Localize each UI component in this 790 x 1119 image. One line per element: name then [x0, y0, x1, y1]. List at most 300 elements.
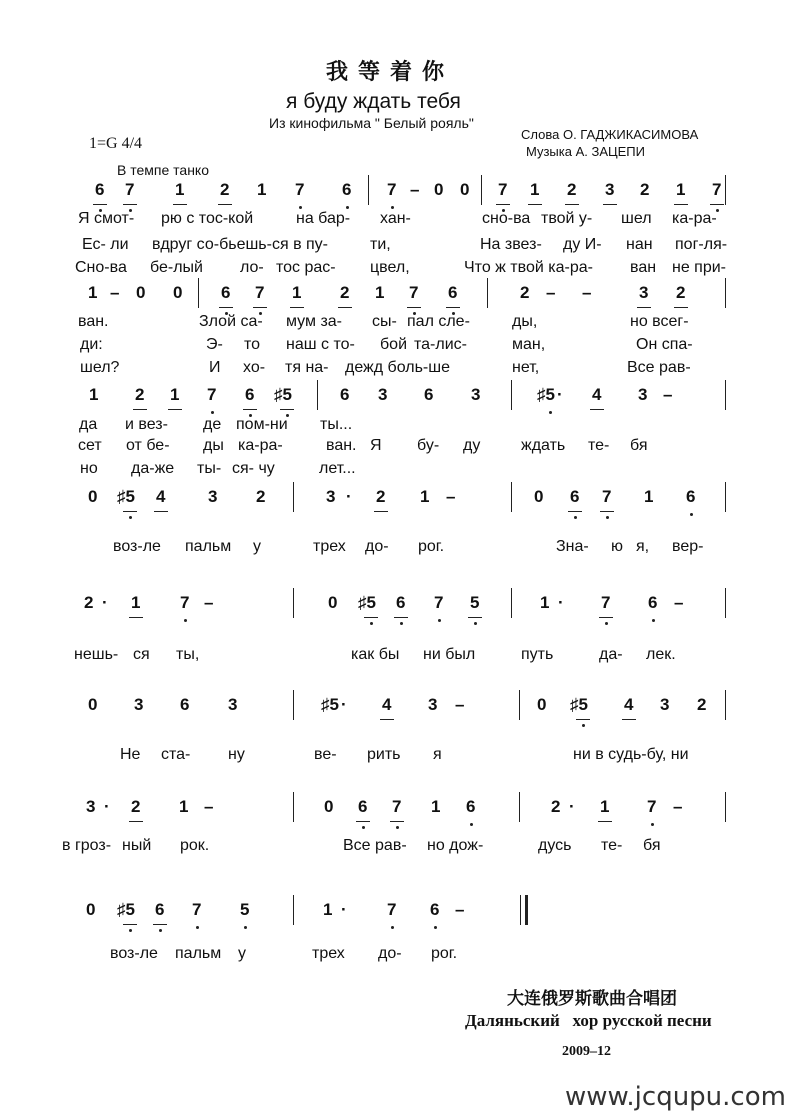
note: 2 — [676, 283, 686, 302]
lyric-syllable: но всег- — [630, 313, 689, 330]
bar-line — [293, 482, 294, 512]
lyric-syllable: сет — [78, 437, 102, 454]
beam-underline — [599, 617, 613, 618]
lyricist-credit: Слова О. ГАДЖИКАСИМОВА — [521, 127, 699, 142]
lyric-syllable: рю с тос-кой — [161, 210, 254, 227]
lyric-syllable: бе-лый — [150, 259, 203, 276]
octave-dot — [370, 622, 373, 625]
title-chinese: 我等着你 — [326, 59, 455, 85]
note: ♯5 — [358, 593, 376, 612]
octave-dot — [438, 619, 441, 622]
bar-line — [725, 175, 726, 205]
note: 0 — [534, 487, 544, 506]
note: – — [110, 283, 120, 302]
octave-dot — [549, 411, 552, 414]
beam-underline — [622, 719, 636, 720]
note: 7 — [207, 385, 217, 404]
final-bar-thick — [525, 895, 528, 925]
note: 1 — [175, 180, 185, 199]
beam-underline — [590, 409, 604, 410]
note: 2 — [135, 385, 145, 404]
beam-underline — [338, 307, 352, 308]
note: · — [558, 593, 564, 612]
lyric-syllable: ка-ра- — [672, 210, 717, 227]
note: · — [341, 695, 347, 714]
bar-line — [725, 278, 726, 308]
note: 0 — [460, 180, 470, 199]
note: 6 — [570, 487, 580, 506]
lyric-syllable: и вез- — [125, 416, 168, 433]
note: · — [569, 797, 575, 816]
note: 4 — [624, 695, 634, 714]
final-bar-thin — [520, 895, 521, 925]
lyric-syllable: ждать — [521, 437, 566, 454]
beam-underline — [154, 511, 168, 512]
lyric-syllable: пальм — [175, 945, 222, 962]
chorus-name-chinese: 大连俄罗斯歌曲合唱团 — [507, 989, 677, 1009]
lyric-syllable: воз-ле — [110, 945, 158, 962]
lyric-syllable: бой — [380, 336, 407, 353]
octave-dot — [605, 622, 608, 625]
note: 2 — [640, 180, 650, 199]
bar-line — [293, 690, 294, 720]
lyric-syllable: ни был — [423, 646, 476, 663]
note: 0 — [173, 283, 183, 302]
note: 0 — [324, 797, 334, 816]
bar-line — [519, 690, 520, 720]
lyric-syllable: Злой са- — [199, 313, 263, 330]
beam-underline — [674, 307, 688, 308]
tempo-marking: В темпе танко — [117, 162, 209, 178]
lyric-syllable: Ес- ли — [82, 236, 129, 253]
lyric-syllable: бя — [643, 837, 661, 854]
note: · — [346, 487, 352, 506]
note: 1 — [530, 180, 540, 199]
lyric-syllable: рог. — [431, 945, 458, 962]
beam-underline — [253, 307, 267, 308]
lyric-syllable: дежд боль-ше — [345, 359, 450, 376]
note: · — [104, 797, 110, 816]
beam-underline — [380, 719, 394, 720]
note: 1 — [170, 385, 180, 404]
bar-line — [519, 792, 520, 822]
lyric-syllable: в гроз- — [62, 837, 112, 854]
note: 4 — [592, 385, 602, 404]
note: 7 — [602, 487, 612, 506]
note: · — [102, 593, 108, 612]
beam-underline — [280, 409, 294, 410]
lyric-syllable: ный — [122, 837, 152, 854]
lyric-syllable: бя — [630, 437, 648, 454]
lyric-syllable: шел? — [80, 359, 120, 376]
beam-underline — [390, 821, 404, 822]
lyric-syllable: воз-ле — [113, 538, 161, 555]
key-signature: 1=G 4/4 — [89, 135, 143, 152]
lyric-syllable: рог. — [418, 538, 445, 555]
beam-underline — [710, 204, 724, 205]
note: 0 — [328, 593, 338, 612]
note: · — [557, 385, 563, 404]
note: 1 — [323, 900, 333, 919]
lyric-syllable: Не — [120, 746, 141, 763]
note: 0 — [86, 900, 96, 919]
note: 2 — [520, 283, 530, 302]
lyric-syllable: ды — [203, 437, 224, 454]
beam-underline — [133, 409, 147, 410]
lyric-syllable: ста- — [161, 746, 191, 763]
note: 7 — [392, 797, 402, 816]
lyric-syllable: ды, — [512, 313, 538, 330]
note: 6 — [340, 385, 350, 404]
lyric-syllable: пог-ля- — [675, 236, 728, 253]
beam-underline — [243, 409, 257, 410]
beam-underline — [568, 511, 582, 512]
lyric-syllable: ка-ра- — [238, 437, 283, 454]
lyric-syllable: лек. — [646, 646, 676, 663]
note: – — [446, 487, 456, 506]
octave-dot — [434, 926, 437, 929]
octave-dot — [396, 826, 399, 829]
composer-credit: Музыка А. ЗАЦЕПИ — [526, 144, 645, 159]
lyric-syllable: пал сле- — [407, 313, 470, 330]
lyric-syllable: твой у- — [541, 210, 593, 227]
bar-line — [725, 482, 726, 512]
note: 1 — [131, 593, 141, 612]
octave-dot — [391, 926, 394, 929]
note: 6 — [245, 385, 255, 404]
beam-underline — [468, 617, 482, 618]
note: 3 — [378, 385, 388, 404]
beam-underline — [394, 617, 408, 618]
note: 3 — [134, 695, 144, 714]
bar-line — [725, 380, 726, 410]
octave-dot — [346, 206, 349, 209]
note: 3 — [208, 487, 218, 506]
lyric-syllable: то — [244, 336, 261, 353]
lyric-syllable: да-же — [131, 460, 175, 477]
lyric-syllable: ты... — [320, 416, 353, 433]
note: ♯5 — [537, 385, 555, 404]
note: 2 — [567, 180, 577, 199]
bar-line — [725, 792, 726, 822]
bar-line — [293, 792, 294, 822]
lyric-syllable: И — [209, 359, 221, 376]
bar-line — [511, 588, 512, 618]
bar-line — [198, 278, 199, 308]
beam-underline — [290, 307, 304, 308]
bar-line — [487, 278, 488, 308]
beam-underline — [129, 821, 143, 822]
note: 6 — [424, 385, 434, 404]
octave-dot — [652, 619, 655, 622]
lyric-syllable: дусь — [538, 837, 572, 854]
beam-underline — [496, 204, 510, 205]
lyric-syllable: ван — [630, 259, 657, 276]
note: 1 — [600, 797, 610, 816]
note: 1 — [292, 283, 302, 302]
lyric-syllable: ты, — [176, 646, 200, 663]
lyric-syllable: у — [253, 538, 261, 555]
bar-line — [725, 588, 726, 618]
note: 1 — [257, 180, 267, 199]
beam-underline — [168, 409, 182, 410]
lyric-syllable: трех — [313, 538, 346, 555]
lyric-syllable: Зна- — [556, 538, 589, 555]
lyric-syllable: но дож- — [427, 837, 484, 854]
note: 7 — [601, 593, 611, 612]
lyric-syllable: на бар- — [296, 210, 351, 227]
lyric-syllable: вер- — [672, 538, 704, 555]
note: ♯5 — [117, 487, 135, 506]
note: 0 — [537, 695, 547, 714]
lyric-syllable: но — [80, 460, 98, 477]
lyric-syllable: пальм — [185, 538, 232, 555]
note: 7 — [647, 797, 657, 816]
beam-underline — [123, 924, 137, 925]
note: 3 — [428, 695, 438, 714]
lyric-syllable: рить — [367, 746, 401, 763]
note: 5 — [240, 900, 250, 919]
octave-dot — [129, 929, 132, 932]
note: 1 — [540, 593, 550, 612]
lyric-syllable: трех — [312, 945, 345, 962]
lyric-syllable: да- — [599, 646, 623, 663]
beam-underline — [173, 204, 187, 205]
note: 0 — [434, 180, 444, 199]
note: 5 — [470, 593, 480, 612]
beam-underline — [637, 307, 651, 308]
lyric-syllable: сы- — [372, 313, 397, 330]
beam-underline — [364, 617, 378, 618]
lyric-syllable: ду — [463, 437, 481, 454]
note: 6 — [221, 283, 231, 302]
bar-line — [293, 895, 294, 925]
lyric-syllable: ю — [611, 538, 623, 555]
octave-dot — [400, 622, 403, 625]
note: – — [546, 283, 556, 302]
note: 3 — [639, 283, 649, 302]
note: 6 — [358, 797, 368, 816]
lyric-syllable: нан — [626, 236, 653, 253]
note: 2 — [256, 487, 266, 506]
note: – — [410, 180, 420, 199]
lyric-syllable: ты- — [197, 460, 222, 477]
note: – — [455, 695, 465, 714]
bar-line — [317, 380, 318, 410]
note: 7 — [409, 283, 419, 302]
octave-dot — [211, 411, 214, 414]
lyric-syllable: я — [433, 746, 442, 763]
beam-underline — [603, 204, 617, 205]
note: 0 — [136, 283, 146, 302]
note: 1 — [431, 797, 441, 816]
bar-line — [511, 482, 512, 512]
note: 1 — [89, 385, 99, 404]
beam-underline — [565, 204, 579, 205]
octave-dot — [362, 826, 365, 829]
octave-dot — [690, 513, 693, 516]
note: 1 — [644, 487, 654, 506]
note: 7 — [295, 180, 305, 199]
lyric-syllable: я, — [636, 538, 650, 555]
note: 4 — [156, 487, 166, 506]
beam-underline — [218, 204, 232, 205]
lyric-syllable: сно-ва — [482, 210, 531, 227]
bar-line — [511, 380, 512, 410]
note: – — [204, 797, 214, 816]
note: 4 — [382, 695, 392, 714]
lyric-syllable: ван. — [78, 313, 109, 330]
lyric-syllable: те- — [601, 837, 623, 854]
octave-dot — [129, 516, 132, 519]
note: 6 — [430, 900, 440, 919]
title-russian: я буду ждать тебя — [286, 90, 461, 113]
lyric-syllable: ну — [228, 746, 245, 763]
lyric-syllable: На звез- — [480, 236, 542, 253]
bar-line — [368, 175, 369, 205]
date-stamp: 2009–12 — [562, 1044, 611, 1059]
lyric-syllable: Что ж твой ка-ра- — [464, 259, 593, 276]
lyric-syllable: Э- — [206, 336, 223, 353]
lyric-syllable: хо- — [243, 359, 266, 376]
lyric-syllable: хан- — [380, 210, 411, 227]
lyric-syllable: нет, — [512, 359, 540, 376]
note: – — [582, 283, 592, 302]
lyric-syllable: те- — [588, 437, 610, 454]
octave-dot — [651, 823, 654, 826]
note: 1 — [676, 180, 686, 199]
lyric-syllable: шел — [621, 210, 652, 227]
lyric-syllable: де — [203, 416, 222, 433]
note: 7 — [434, 593, 444, 612]
lyric-syllable: путь — [521, 646, 554, 663]
note: – — [204, 593, 214, 612]
note: 7 — [255, 283, 265, 302]
lyric-syllable: до- — [365, 538, 389, 555]
lyric-syllable: тя на- — [285, 359, 329, 376]
octave-dot — [606, 516, 609, 519]
note: 3 — [605, 180, 615, 199]
lyric-syllable: ло- — [240, 259, 264, 276]
note: – — [674, 593, 684, 612]
lyric-syllable: Все рав- — [627, 359, 691, 376]
lyric-syllable: та-лис- — [414, 336, 467, 353]
lyric-syllable: ся- чу — [232, 460, 275, 477]
beam-underline — [129, 617, 143, 618]
note: 3 — [660, 695, 670, 714]
lyric-syllable: Все рав- — [343, 837, 407, 854]
octave-dot — [184, 619, 187, 622]
lyric-syllable: как бы — [351, 646, 400, 663]
note: · — [341, 900, 347, 919]
lyric-syllable: ве- — [314, 746, 337, 763]
lyric-syllable: цвел, — [370, 259, 410, 276]
note: ♯5 — [321, 695, 339, 714]
lyric-syllable: бу- — [417, 437, 440, 454]
beam-underline — [153, 924, 167, 925]
octave-dot — [244, 926, 247, 929]
note: 6 — [342, 180, 352, 199]
octave-dot — [470, 823, 473, 826]
note: 2 — [376, 487, 386, 506]
note: 3 — [638, 385, 648, 404]
beam-underline — [407, 307, 421, 308]
note: 1 — [179, 797, 189, 816]
bar-line — [293, 588, 294, 618]
beam-underline — [356, 821, 370, 822]
note: 6 — [155, 900, 165, 919]
octave-dot — [574, 516, 577, 519]
lyric-syllable: ман, — [512, 336, 546, 353]
beam-underline — [374, 511, 388, 512]
note: 6 — [396, 593, 406, 612]
beam-underline — [528, 204, 542, 205]
beam-underline — [674, 204, 688, 205]
lyric-syllable: ди: — [80, 336, 103, 353]
note: 7 — [125, 180, 135, 199]
beam-underline — [219, 307, 233, 308]
bar-line — [725, 690, 726, 720]
note: 6 — [180, 695, 190, 714]
lyric-syllable: ду И- — [563, 236, 602, 253]
note: 2 — [131, 797, 141, 816]
note: 7 — [387, 180, 397, 199]
beam-underline — [123, 204, 137, 205]
lyric-syllable: нешь- — [74, 646, 119, 663]
note: ♯5 — [274, 385, 292, 404]
note: 7 — [498, 180, 508, 199]
beam-underline — [598, 821, 612, 822]
octave-dot — [196, 926, 199, 929]
lyric-syllable: лет... — [319, 460, 356, 477]
note: 6 — [686, 487, 696, 506]
note: 1 — [88, 283, 98, 302]
lyric-syllable: Я — [370, 437, 382, 454]
note: 0 — [88, 487, 98, 506]
beam-underline — [123, 511, 137, 512]
note: 1 — [375, 283, 385, 302]
note: – — [455, 900, 465, 919]
note: 0 — [88, 695, 98, 714]
note: 6 — [95, 180, 105, 199]
bar-line — [481, 175, 482, 205]
note: 6 — [648, 593, 658, 612]
lyric-syllable: не при- — [672, 259, 727, 276]
lyric-syllable: рок. — [180, 837, 210, 854]
note: 3 — [326, 487, 336, 506]
note: 2 — [551, 797, 561, 816]
note: 7 — [712, 180, 722, 199]
lyric-syllable: мум за- — [286, 313, 343, 330]
octave-dot — [582, 724, 585, 727]
note: 3 — [86, 797, 96, 816]
chorus-name-russian: Даляньский хор русской песни — [465, 1011, 712, 1030]
note: 2 — [84, 593, 94, 612]
lyric-syllable: ти, — [370, 236, 391, 253]
lyric-syllable: от бе- — [126, 437, 170, 454]
note: ♯5 — [117, 900, 135, 919]
lyric-syllable: пом-ни — [236, 416, 288, 433]
note: 6 — [448, 283, 458, 302]
octave-dot — [299, 206, 302, 209]
lyric-syllable: ван. — [326, 437, 357, 454]
lyric-syllable: Сно-ва — [75, 259, 127, 276]
note: 2 — [697, 695, 707, 714]
beam-underline — [600, 511, 614, 512]
subtitle: Из кинофильма " Белый рояль" — [269, 115, 474, 131]
lyric-syllable: наш с то- — [286, 336, 355, 353]
note: ♯5 — [570, 695, 588, 714]
